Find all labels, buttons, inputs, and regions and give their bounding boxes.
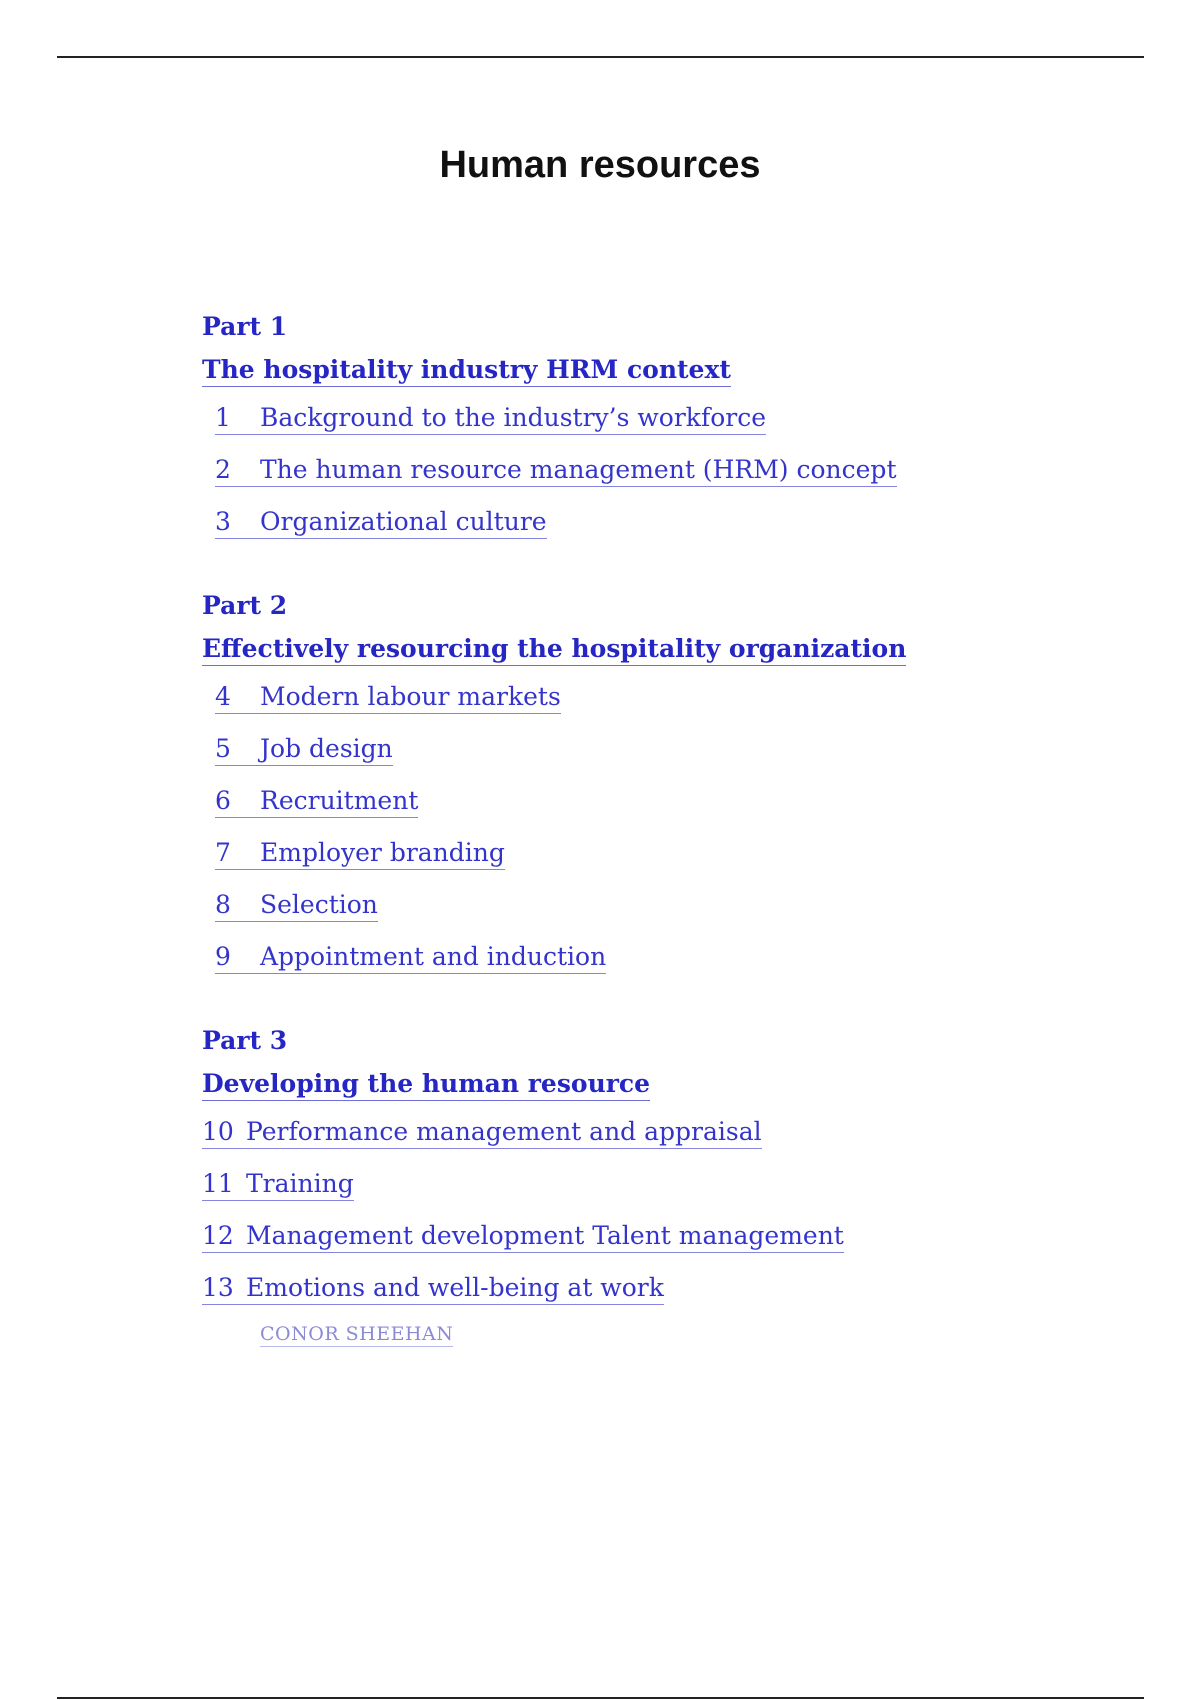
chapter-title: Organizational culture bbox=[260, 507, 547, 536]
part-2-title-link[interactable]: Effectively resourcing the hospitality organization bbox=[202, 634, 906, 666]
chapter-5-link[interactable] bbox=[215, 734, 393, 766]
chapter-title: Job design bbox=[260, 734, 393, 763]
page-title: Human resources bbox=[439, 144, 761, 186]
part-3-label[interactable]: Part 3 bbox=[202, 1026, 288, 1055]
chapter-12-link[interactable] bbox=[202, 1221, 844, 1253]
part-1-title-link[interactable]: The hospitality industry HRM context bbox=[202, 355, 731, 387]
chapter-number: 13 bbox=[202, 1273, 234, 1302]
chapter-3-link[interactable] bbox=[215, 507, 547, 539]
chapter-title: Selection bbox=[260, 890, 378, 919]
chapter-9-link[interactable] bbox=[215, 942, 606, 974]
chapter-title: Recruitment bbox=[260, 786, 419, 815]
table-of-contents bbox=[202, 312, 906, 1379]
chapter-title: Training bbox=[246, 1169, 354, 1198]
chapter-8-link[interactable] bbox=[215, 890, 378, 922]
chapter-title: Employer branding bbox=[260, 838, 505, 867]
chapter-13-link[interactable] bbox=[202, 1273, 664, 1305]
chapter-number: 9 bbox=[215, 942, 231, 971]
chapter-number: 8 bbox=[215, 890, 231, 919]
part-3 bbox=[202, 1026, 906, 1347]
part-2 bbox=[202, 591, 906, 994]
chapter-number: 11 bbox=[202, 1169, 234, 1198]
part-1-label[interactable]: Part 1 bbox=[202, 312, 288, 341]
chapter-number: 10 bbox=[202, 1117, 234, 1146]
chapter-2-link[interactable] bbox=[215, 455, 897, 487]
chapter-4-link[interactable] bbox=[215, 682, 561, 714]
top-rule bbox=[57, 56, 1144, 58]
part-2-label[interactable]: Part 2 bbox=[202, 591, 288, 620]
chapter-1-link[interactable] bbox=[215, 403, 766, 435]
chapter-10-link[interactable] bbox=[202, 1117, 762, 1149]
part-3-title-link[interactable]: Developing the human resource bbox=[202, 1069, 650, 1101]
chapter-title: Management development Talent management bbox=[246, 1221, 844, 1250]
chapter-title: Modern labour markets bbox=[260, 682, 561, 711]
chapter-title: Emotions and well-being at work bbox=[246, 1273, 664, 1302]
chapter-number: 12 bbox=[202, 1221, 234, 1250]
chapter-title: Background to the industry’s workforce bbox=[260, 403, 766, 432]
chapter-number: 1 bbox=[215, 403, 231, 432]
chapter-title: Appointment and induction bbox=[260, 942, 607, 971]
chapter-6-link[interactable] bbox=[215, 786, 418, 818]
chapter-number: 5 bbox=[215, 734, 231, 763]
part-1 bbox=[202, 312, 906, 559]
chapter-number: 4 bbox=[215, 682, 231, 711]
chapter-11-link[interactable] bbox=[202, 1169, 354, 1201]
chapter-number: 6 bbox=[215, 786, 231, 815]
chapter-title: Performance management and appraisal bbox=[246, 1117, 762, 1146]
chapter-number: 7 bbox=[215, 838, 231, 867]
chapter-7-link[interactable] bbox=[215, 838, 505, 870]
chapter-number: 3 bbox=[215, 507, 231, 536]
chapter-title: The human resource management (HRM) concept bbox=[260, 455, 897, 484]
chapter-number: 2 bbox=[215, 455, 231, 484]
bottom-rule bbox=[57, 1697, 1144, 1699]
chapter-13-author-link[interactable]: CONOR SHEEHAN bbox=[260, 1323, 454, 1345]
